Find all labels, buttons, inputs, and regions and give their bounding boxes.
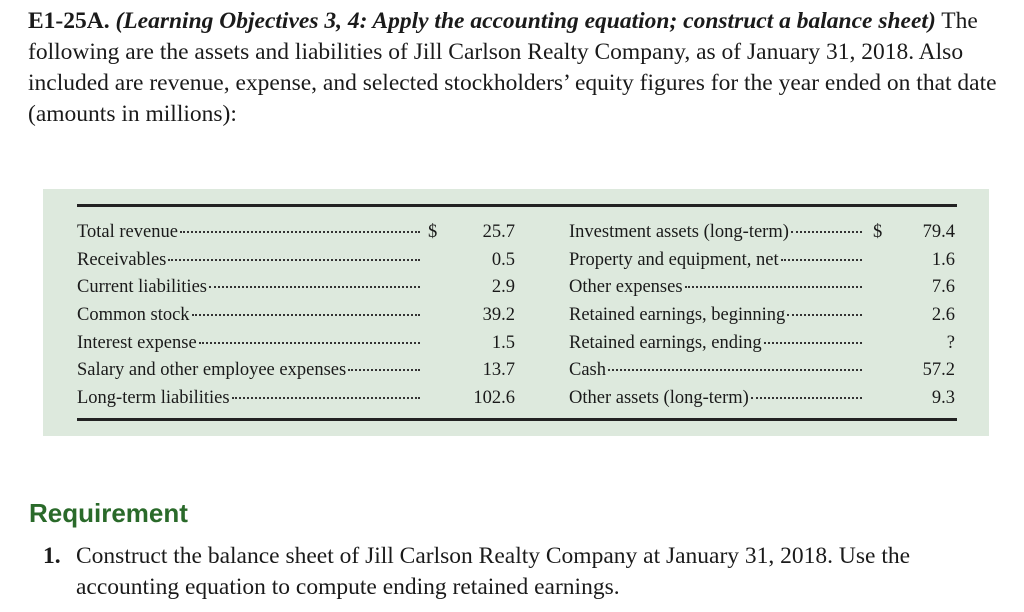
left-labels xyxy=(77,219,422,413)
problem-text: The following are the assets and liabilities of Jill Carlson Realty Company, as of January 31, 2018. Also included are revenue, expense, and selected stockholders’ equity figures for the year ended on that date (amounts in millions): xyxy=(28,8,997,127)
table-row xyxy=(569,219,864,247)
row-label: Receivables xyxy=(77,249,167,270)
row-label: Retained earnings, ending xyxy=(569,332,762,353)
table-row xyxy=(77,302,422,330)
table-bottom-rule xyxy=(77,418,957,421)
problem-number: E1-25A. xyxy=(28,8,110,34)
row-value: 1.5 xyxy=(491,332,515,353)
table-row xyxy=(569,330,864,358)
row-value: 9.3 xyxy=(931,388,955,409)
row-value: 39.2 xyxy=(482,305,515,326)
row-label: Interest expense xyxy=(77,332,197,353)
currency-symbol: $ xyxy=(873,222,883,242)
table-row xyxy=(569,274,864,302)
row-label: Long-term liabilities xyxy=(77,388,230,409)
table-row xyxy=(77,385,422,413)
currency-symbol: $ xyxy=(428,222,438,242)
row-label: Retained earnings, beginning xyxy=(569,305,786,326)
learning-objectives: (Learning Objectives 3, 4: Apply the accounting equation; construct a balance sheet) xyxy=(115,8,936,34)
table-row xyxy=(77,247,422,275)
row-value: 7.6 xyxy=(931,277,955,298)
row-value: 1.6 xyxy=(931,249,955,270)
table-row xyxy=(569,302,864,330)
table-row xyxy=(77,219,422,247)
table-row xyxy=(77,330,422,358)
row-value: 102.6 xyxy=(473,388,515,409)
table-top-rule xyxy=(77,204,957,207)
problem-statement xyxy=(28,6,1003,130)
right-values xyxy=(873,219,955,413)
requirement-number: 1. xyxy=(43,543,61,569)
data-table xyxy=(43,189,989,436)
row-value: 2.9 xyxy=(491,277,515,298)
table-row xyxy=(569,357,864,385)
row-value: 13.7 xyxy=(482,360,515,381)
row-label: Other assets (long-term) xyxy=(569,388,749,409)
row-label: Cash xyxy=(569,360,606,381)
requirement-text: Construct the balance sheet of Jill Carlson Realty Company at January 31, 2018. Use the accounting equation to compute ending retained earnings. xyxy=(76,543,911,600)
row-label: Current liabilities xyxy=(77,277,207,298)
requirement-item xyxy=(43,541,1003,603)
requirement-heading: Requirement xyxy=(29,498,188,528)
table-row xyxy=(77,274,422,302)
row-value: 0.5 xyxy=(491,249,515,270)
row-value: 57.2 xyxy=(922,360,955,381)
row-label: Salary and other employee expenses xyxy=(77,360,347,381)
row-label: Common stock xyxy=(77,305,190,326)
table-row xyxy=(569,247,864,275)
row-value: ? xyxy=(946,332,955,353)
row-label: Property and equipment, net xyxy=(569,249,779,270)
row-value: $ 25.7 xyxy=(428,219,515,247)
row-value: $ 79.4 xyxy=(873,219,955,247)
row-value: 2.6 xyxy=(931,305,955,326)
table-row xyxy=(77,357,422,385)
row-label: Total revenue xyxy=(77,222,178,242)
left-values xyxy=(428,219,515,413)
row-label: Other expenses xyxy=(569,277,683,298)
right-labels xyxy=(569,219,864,413)
table-row xyxy=(569,385,864,413)
row-label: Investment assets (long-term) xyxy=(569,222,789,242)
